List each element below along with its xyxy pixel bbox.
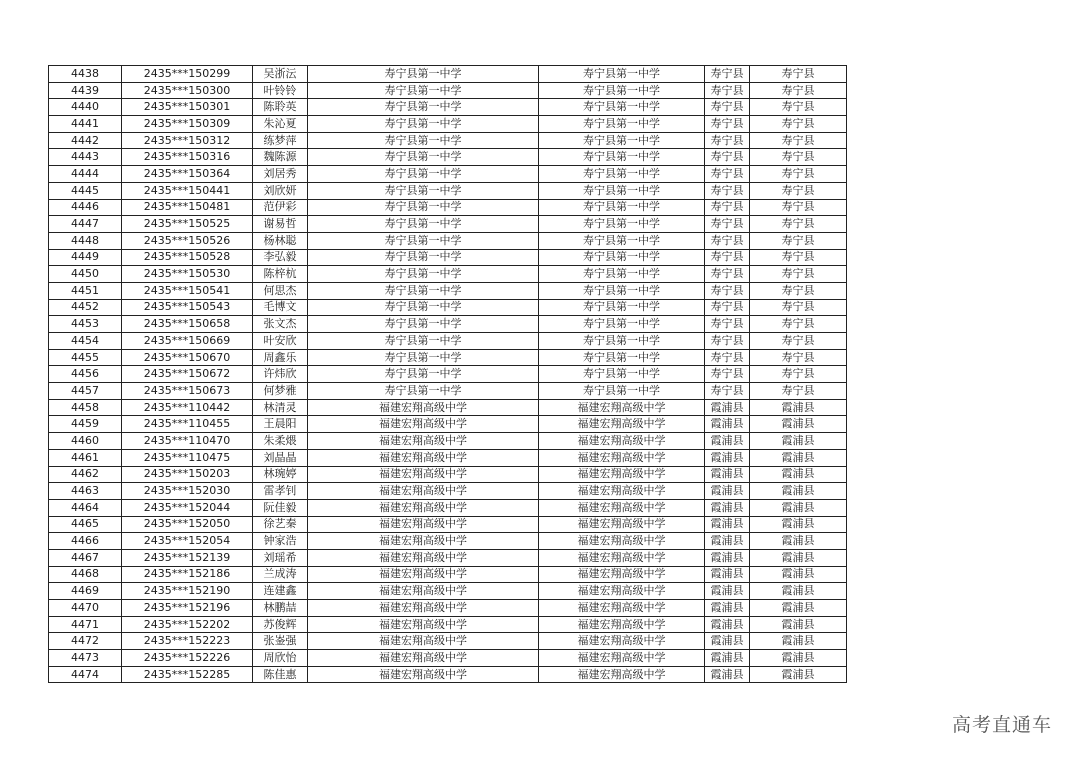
exam-id-cell: 2435***150203 [122, 466, 253, 483]
school-name-2-cell: 寿宁县第一中学 [539, 116, 705, 133]
table-row [49, 600, 847, 617]
exam-id-cell: 2435***150526 [122, 232, 253, 249]
school-name-cell: 福建宏翔高级中学 [308, 449, 539, 466]
student-name-cell: 钟家浩 [253, 533, 308, 550]
row-number-cell: 4474 [49, 666, 122, 683]
row-number-cell: 4473 [49, 650, 122, 667]
school-name-cell: 寿宁县第一中学 [308, 116, 539, 133]
county-2-cell: 寿宁县 [750, 333, 847, 350]
county-cell: 霞浦县 [705, 433, 750, 450]
table-body [49, 66, 847, 683]
county-2-cell: 寿宁县 [750, 349, 847, 366]
county-cell: 寿宁县 [705, 366, 750, 383]
school-name-cell: 寿宁县第一中学 [308, 182, 539, 199]
exam-id-cell: 2435***152139 [122, 549, 253, 566]
exam-id-cell: 2435***152226 [122, 650, 253, 667]
exam-id-cell: 2435***150299 [122, 66, 253, 83]
school-name-2-cell: 福建宏翔高级中学 [539, 483, 705, 500]
county-cell: 寿宁县 [705, 299, 750, 316]
exam-id-cell: 2435***150669 [122, 333, 253, 350]
exam-id-cell: 2435***152285 [122, 666, 253, 683]
student-name-cell: 陈佳惠 [253, 666, 308, 683]
school-name-cell: 福建宏翔高级中学 [308, 600, 539, 617]
school-name-2-cell: 福建宏翔高级中学 [539, 666, 705, 683]
school-name-cell: 寿宁县第一中学 [308, 299, 539, 316]
school-name-cell: 福建宏翔高级中学 [308, 533, 539, 550]
school-name-cell: 福建宏翔高级中学 [308, 466, 539, 483]
school-name-cell: 寿宁县第一中学 [308, 132, 539, 149]
exam-id-cell: 2435***152196 [122, 600, 253, 617]
table-row [49, 216, 847, 233]
county-2-cell: 霞浦县 [750, 483, 847, 500]
county-cell: 寿宁县 [705, 349, 750, 366]
row-number-cell: 4447 [49, 216, 122, 233]
exam-id-cell: 2435***150309 [122, 116, 253, 133]
school-name-2-cell: 寿宁县第一中学 [539, 316, 705, 333]
table-row [49, 366, 847, 383]
row-number-cell: 4458 [49, 399, 122, 416]
table-row [49, 449, 847, 466]
exam-id-cell: 2435***150541 [122, 282, 253, 299]
school-name-2-cell: 寿宁县第一中学 [539, 99, 705, 116]
table-row [49, 182, 847, 199]
school-name-2-cell: 寿宁县第一中学 [539, 282, 705, 299]
county-cell: 霞浦县 [705, 666, 750, 683]
county-2-cell: 寿宁县 [750, 366, 847, 383]
county-cell: 霞浦县 [705, 416, 750, 433]
school-name-cell: 福建宏翔高级中学 [308, 516, 539, 533]
school-name-cell: 福建宏翔高级中学 [308, 666, 539, 683]
table-row [49, 483, 847, 500]
exam-id-cell: 2435***152030 [122, 483, 253, 500]
county-2-cell: 寿宁县 [750, 282, 847, 299]
school-name-cell: 寿宁县第一中学 [308, 366, 539, 383]
exam-id-cell: 2435***150312 [122, 132, 253, 149]
county-cell: 寿宁县 [705, 216, 750, 233]
school-name-2-cell: 寿宁县第一中学 [539, 199, 705, 216]
school-name-cell: 寿宁县第一中学 [308, 316, 539, 333]
county-cell: 寿宁县 [705, 99, 750, 116]
table-row [49, 333, 847, 350]
row-number-cell: 4470 [49, 600, 122, 617]
row-number-cell: 4440 [49, 99, 122, 116]
row-number-cell: 4456 [49, 366, 122, 383]
school-name-2-cell: 福建宏翔高级中学 [539, 449, 705, 466]
student-name-cell: 苏俊辉 [253, 616, 308, 633]
table-row [49, 499, 847, 516]
student-name-cell: 谢易哲 [253, 216, 308, 233]
county-cell: 霞浦县 [705, 483, 750, 500]
row-number-cell: 4463 [49, 483, 122, 500]
school-name-cell: 福建宏翔高级中学 [308, 499, 539, 516]
row-number-cell: 4465 [49, 516, 122, 533]
county-cell: 寿宁县 [705, 132, 750, 149]
school-name-2-cell: 福建宏翔高级中学 [539, 466, 705, 483]
county-2-cell: 寿宁县 [750, 66, 847, 83]
exam-id-cell: 2435***150658 [122, 316, 253, 333]
row-number-cell: 4441 [49, 116, 122, 133]
school-name-2-cell: 福建宏翔高级中学 [539, 633, 705, 650]
county-cell: 霞浦县 [705, 650, 750, 667]
county-2-cell: 霞浦县 [750, 666, 847, 683]
county-2-cell: 霞浦县 [750, 433, 847, 450]
row-number-cell: 4454 [49, 333, 122, 350]
row-number-cell: 4443 [49, 149, 122, 166]
student-name-cell: 魏陈源 [253, 149, 308, 166]
county-2-cell: 寿宁县 [750, 249, 847, 266]
school-name-cell: 寿宁县第一中学 [308, 66, 539, 83]
exam-id-cell: 2435***150364 [122, 166, 253, 183]
exam-id-cell: 2435***150301 [122, 99, 253, 116]
row-number-cell: 4466 [49, 533, 122, 550]
table-row [49, 433, 847, 450]
school-name-cell: 寿宁县第一中学 [308, 232, 539, 249]
school-name-2-cell: 寿宁县第一中学 [539, 249, 705, 266]
table-row [49, 116, 847, 133]
row-number-cell: 4439 [49, 82, 122, 99]
county-2-cell: 寿宁县 [750, 149, 847, 166]
student-name-cell: 刘欣妍 [253, 182, 308, 199]
table-row [49, 516, 847, 533]
county-cell: 霞浦县 [705, 549, 750, 566]
exam-id-cell: 2435***150316 [122, 149, 253, 166]
row-number-cell: 4455 [49, 349, 122, 366]
county-2-cell: 寿宁县 [750, 99, 847, 116]
exam-id-cell: 2435***150528 [122, 249, 253, 266]
county-cell: 霞浦县 [705, 616, 750, 633]
row-number-cell: 4444 [49, 166, 122, 183]
county-cell: 寿宁县 [705, 282, 750, 299]
student-name-cell: 朱沁夏 [253, 116, 308, 133]
student-name-cell: 吴浙沄 [253, 66, 308, 83]
county-cell: 霞浦县 [705, 533, 750, 550]
county-2-cell: 霞浦县 [750, 533, 847, 550]
county-cell: 霞浦县 [705, 633, 750, 650]
student-name-cell: 连建鑫 [253, 583, 308, 600]
student-name-cell: 兰成涛 [253, 566, 308, 583]
school-name-2-cell: 寿宁县第一中学 [539, 82, 705, 99]
school-name-2-cell: 福建宏翔高级中学 [539, 516, 705, 533]
exam-id-cell: 2435***150672 [122, 366, 253, 383]
exam-id-cell: 2435***152054 [122, 533, 253, 550]
school-name-cell: 福建宏翔高级中学 [308, 616, 539, 633]
county-2-cell: 寿宁县 [750, 132, 847, 149]
table-row [49, 650, 847, 667]
table-row [49, 583, 847, 600]
student-name-cell: 王晨阳 [253, 416, 308, 433]
county-2-cell: 霞浦县 [750, 650, 847, 667]
county-2-cell: 寿宁县 [750, 316, 847, 333]
county-cell: 寿宁县 [705, 232, 750, 249]
exam-id-cell: 2435***150670 [122, 349, 253, 366]
school-name-2-cell: 福建宏翔高级中学 [539, 399, 705, 416]
county-cell: 寿宁县 [705, 383, 750, 400]
county-cell: 霞浦县 [705, 499, 750, 516]
county-2-cell: 霞浦县 [750, 449, 847, 466]
school-name-2-cell: 福建宏翔高级中学 [539, 583, 705, 600]
student-name-cell: 陈梓杭 [253, 266, 308, 283]
data-table [48, 65, 847, 683]
exam-id-cell: 2435***152186 [122, 566, 253, 583]
student-name-cell: 林琬婷 [253, 466, 308, 483]
county-cell: 霞浦县 [705, 466, 750, 483]
table-row [49, 299, 847, 316]
row-number-cell: 4464 [49, 499, 122, 516]
school-name-2-cell: 寿宁县第一中学 [539, 216, 705, 233]
table-row [49, 99, 847, 116]
county-cell: 霞浦县 [705, 566, 750, 583]
table-row [49, 149, 847, 166]
student-name-cell: 练梦萍 [253, 132, 308, 149]
county-cell: 寿宁县 [705, 66, 750, 83]
table-row [49, 399, 847, 416]
row-number-cell: 4472 [49, 633, 122, 650]
table-row [49, 533, 847, 550]
table-row [49, 349, 847, 366]
row-number-cell: 4446 [49, 199, 122, 216]
county-cell: 寿宁县 [705, 249, 750, 266]
exam-id-cell: 2435***110470 [122, 433, 253, 450]
county-2-cell: 霞浦县 [750, 566, 847, 583]
county-cell: 霞浦县 [705, 399, 750, 416]
student-name-cell: 陈聆英 [253, 99, 308, 116]
school-name-cell: 寿宁县第一中学 [308, 166, 539, 183]
table-row [49, 266, 847, 283]
school-name-cell: 寿宁县第一中学 [308, 199, 539, 216]
table-row [49, 566, 847, 583]
county-2-cell: 霞浦县 [750, 633, 847, 650]
school-name-cell: 寿宁县第一中学 [308, 383, 539, 400]
student-name-cell: 范伊彩 [253, 199, 308, 216]
student-name-cell: 杨林聪 [253, 232, 308, 249]
school-name-2-cell: 福建宏翔高级中学 [539, 533, 705, 550]
exam-id-cell: 2435***150481 [122, 199, 253, 216]
row-number-cell: 4448 [49, 232, 122, 249]
exam-id-cell: 2435***150530 [122, 266, 253, 283]
school-name-cell: 福建宏翔高级中学 [308, 416, 539, 433]
table-row [49, 199, 847, 216]
student-name-cell: 张崟强 [253, 633, 308, 650]
county-cell: 寿宁县 [705, 316, 750, 333]
exam-id-cell: 2435***150525 [122, 216, 253, 233]
row-number-cell: 4468 [49, 566, 122, 583]
county-cell: 霞浦县 [705, 449, 750, 466]
school-name-cell: 福建宏翔高级中学 [308, 483, 539, 500]
student-name-cell: 张文杰 [253, 316, 308, 333]
county-2-cell: 寿宁县 [750, 266, 847, 283]
table-row [49, 66, 847, 83]
school-name-2-cell: 寿宁县第一中学 [539, 299, 705, 316]
row-number-cell: 4445 [49, 182, 122, 199]
student-name-cell: 林清灵 [253, 399, 308, 416]
student-name-cell: 毛博文 [253, 299, 308, 316]
school-name-2-cell: 寿宁县第一中学 [539, 166, 705, 183]
county-2-cell: 霞浦县 [750, 549, 847, 566]
exam-id-cell: 2435***152202 [122, 616, 253, 633]
school-name-cell: 寿宁县第一中学 [308, 282, 539, 299]
school-name-2-cell: 福建宏翔高级中学 [539, 416, 705, 433]
school-name-2-cell: 寿宁县第一中学 [539, 149, 705, 166]
student-name-cell: 许炜欣 [253, 366, 308, 383]
student-name-cell: 何梦雅 [253, 383, 308, 400]
row-number-cell: 4459 [49, 416, 122, 433]
exam-id-cell: 2435***152050 [122, 516, 253, 533]
student-name-cell: 雷孝钊 [253, 483, 308, 500]
county-cell: 霞浦县 [705, 583, 750, 600]
row-number-cell: 4453 [49, 316, 122, 333]
school-name-cell: 福建宏翔高级中学 [308, 549, 539, 566]
county-2-cell: 霞浦县 [750, 399, 847, 416]
school-name-2-cell: 寿宁县第一中学 [539, 333, 705, 350]
school-name-cell: 寿宁县第一中学 [308, 333, 539, 350]
school-name-2-cell: 福建宏翔高级中学 [539, 499, 705, 516]
exam-id-cell: 2435***150300 [122, 82, 253, 99]
county-cell: 寿宁县 [705, 149, 750, 166]
county-2-cell: 寿宁县 [750, 82, 847, 99]
row-number-cell: 4438 [49, 66, 122, 83]
exam-id-cell: 2435***110475 [122, 449, 253, 466]
school-name-2-cell: 寿宁县第一中学 [539, 182, 705, 199]
table-row [49, 549, 847, 566]
row-number-cell: 4467 [49, 549, 122, 566]
row-number-cell: 4471 [49, 616, 122, 633]
row-number-cell: 4452 [49, 299, 122, 316]
table-row [49, 616, 847, 633]
exam-id-cell: 2435***150441 [122, 182, 253, 199]
exam-id-cell: 2435***152044 [122, 499, 253, 516]
exam-id-cell: 2435***152223 [122, 633, 253, 650]
row-number-cell: 4469 [49, 583, 122, 600]
table-row [49, 466, 847, 483]
watermark: 高考直通车 [951, 714, 1052, 736]
school-name-cell: 福建宏翔高级中学 [308, 650, 539, 667]
school-name-cell: 寿宁县第一中学 [308, 149, 539, 166]
row-number-cell: 4451 [49, 282, 122, 299]
table-row [49, 316, 847, 333]
exam-id-cell: 2435***150543 [122, 299, 253, 316]
county-cell: 寿宁县 [705, 116, 750, 133]
county-2-cell: 寿宁县 [750, 216, 847, 233]
school-name-2-cell: 寿宁县第一中学 [539, 66, 705, 83]
exam-id-cell: 2435***152190 [122, 583, 253, 600]
county-2-cell: 霞浦县 [750, 516, 847, 533]
county-2-cell: 寿宁县 [750, 232, 847, 249]
student-name-cell: 徐艺秦 [253, 516, 308, 533]
school-name-2-cell: 寿宁县第一中学 [539, 366, 705, 383]
school-name-2-cell: 寿宁县第一中学 [539, 232, 705, 249]
school-name-2-cell: 福建宏翔高级中学 [539, 650, 705, 667]
school-name-2-cell: 寿宁县第一中学 [539, 383, 705, 400]
school-name-2-cell: 福建宏翔高级中学 [539, 616, 705, 633]
school-name-cell: 福建宏翔高级中学 [308, 633, 539, 650]
table-row [49, 82, 847, 99]
county-2-cell: 霞浦县 [750, 466, 847, 483]
county-2-cell: 霞浦县 [750, 616, 847, 633]
county-cell: 寿宁县 [705, 199, 750, 216]
county-2-cell: 寿宁县 [750, 166, 847, 183]
school-name-cell: 寿宁县第一中学 [308, 249, 539, 266]
exam-id-cell: 2435***110455 [122, 416, 253, 433]
school-name-2-cell: 福建宏翔高级中学 [539, 433, 705, 450]
county-cell: 寿宁县 [705, 333, 750, 350]
table-row [49, 249, 847, 266]
county-2-cell: 寿宁县 [750, 299, 847, 316]
table-row [49, 416, 847, 433]
school-name-cell: 福建宏翔高级中学 [308, 566, 539, 583]
school-name-cell: 福建宏翔高级中学 [308, 433, 539, 450]
student-name-cell: 周欣怡 [253, 650, 308, 667]
table-row [49, 383, 847, 400]
student-name-cell: 朱柔煨 [253, 433, 308, 450]
exam-id-cell: 2435***110442 [122, 399, 253, 416]
table-row [49, 282, 847, 299]
student-name-cell: 李弘毅 [253, 249, 308, 266]
exam-id-cell: 2435***150673 [122, 383, 253, 400]
student-name-cell: 叶铃铃 [253, 82, 308, 99]
school-name-2-cell: 福建宏翔高级中学 [539, 600, 705, 617]
student-name-cell: 刘晶晶 [253, 449, 308, 466]
school-name-cell: 福建宏翔高级中学 [308, 583, 539, 600]
student-name-cell: 阮佳毅 [253, 499, 308, 516]
county-2-cell: 寿宁县 [750, 199, 847, 216]
table-row [49, 633, 847, 650]
student-name-cell: 林鹏喆 [253, 600, 308, 617]
table-row [49, 166, 847, 183]
row-number-cell: 4457 [49, 383, 122, 400]
county-cell: 寿宁县 [705, 182, 750, 199]
table-row [49, 666, 847, 683]
school-name-2-cell: 寿宁县第一中学 [539, 132, 705, 149]
county-2-cell: 霞浦县 [750, 416, 847, 433]
student-name-cell: 刘瑶希 [253, 549, 308, 566]
county-cell: 寿宁县 [705, 82, 750, 99]
county-cell: 霞浦县 [705, 600, 750, 617]
student-name-cell: 何思杰 [253, 282, 308, 299]
school-name-cell: 福建宏翔高级中学 [308, 399, 539, 416]
school-name-2-cell: 寿宁县第一中学 [539, 266, 705, 283]
row-number-cell: 4460 [49, 433, 122, 450]
row-number-cell: 4449 [49, 249, 122, 266]
table-row [49, 232, 847, 249]
school-name-2-cell: 福建宏翔高级中学 [539, 549, 705, 566]
student-name-cell: 刘居秀 [253, 166, 308, 183]
student-name-cell: 周鑫乐 [253, 349, 308, 366]
county-cell: 寿宁县 [705, 266, 750, 283]
row-number-cell: 4461 [49, 449, 122, 466]
school-name-cell: 寿宁县第一中学 [308, 266, 539, 283]
student-name-cell: 叶安欣 [253, 333, 308, 350]
school-name-cell: 寿宁县第一中学 [308, 216, 539, 233]
school-name-cell: 寿宁县第一中学 [308, 82, 539, 99]
school-name-cell: 寿宁县第一中学 [308, 349, 539, 366]
table-row [49, 132, 847, 149]
school-name-2-cell: 福建宏翔高级中学 [539, 566, 705, 583]
county-cell: 寿宁县 [705, 166, 750, 183]
county-2-cell: 寿宁县 [750, 116, 847, 133]
county-2-cell: 寿宁县 [750, 182, 847, 199]
school-name-cell: 寿宁县第一中学 [308, 99, 539, 116]
county-2-cell: 霞浦县 [750, 583, 847, 600]
county-cell: 霞浦县 [705, 516, 750, 533]
county-2-cell: 霞浦县 [750, 499, 847, 516]
row-number-cell: 4450 [49, 266, 122, 283]
row-number-cell: 4442 [49, 132, 122, 149]
county-2-cell: 寿宁县 [750, 383, 847, 400]
county-2-cell: 霞浦县 [750, 600, 847, 617]
school-name-2-cell: 寿宁县第一中学 [539, 349, 705, 366]
row-number-cell: 4462 [49, 466, 122, 483]
